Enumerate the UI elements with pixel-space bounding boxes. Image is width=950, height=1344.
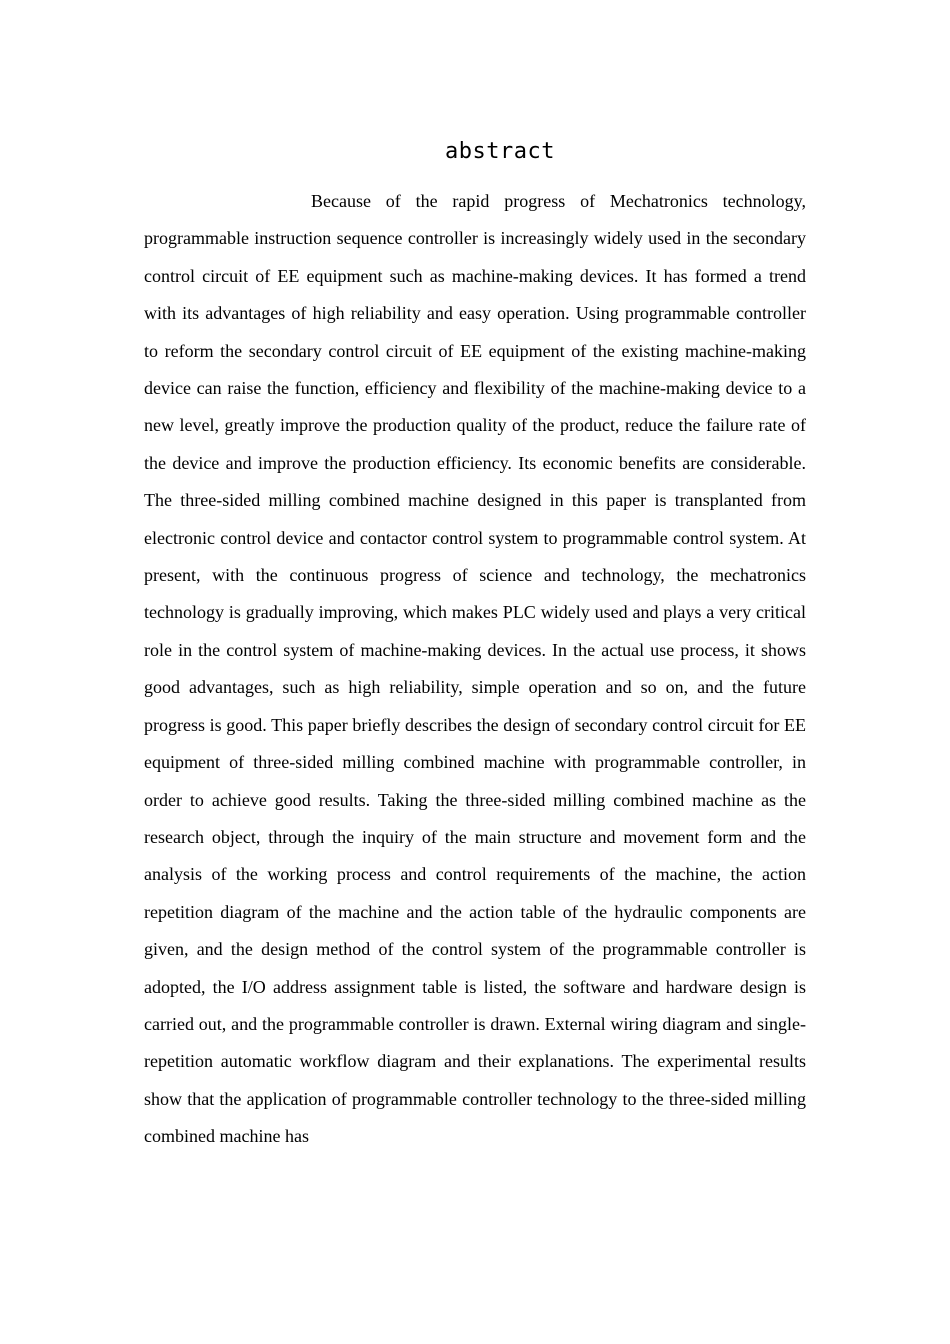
abstract-paragraph: Because of the rapid progress of Mechatronics technology, programmable instruction sequence controller is increasingly widely used in the secondary control circuit of EE equipment such as machine-making devices. It has formed a trend with its advantages of high reliability and easy operation. Using programmable controller to reform the secondary control circuit of EE equipment of the existing machine-making device can raise the function, efficiency and flexibility of the machine-making device to a new level, greatly improve the production quality of the product, reduce the failure rate of the device and improve the production efficiency. Its economic benefits are considerable. The three-sided milling combined machine designed in this paper is transplanted from electronic control device and contactor control system to programmable control system. At present, with the continuous progress of science and technology, the mechatronics technology is gradually improving, which makes PLC widely used and plays a very critical role in the control system of machine-making devices. In the actual use process, it shows good advantages, such as high reliability, simple operation and so on, and the future progress is good. This paper briefly describes the design of secondary control circuit for EE equipment of three-sided milling combined machine with programmable controller, in order to achieve good results. Taking the three-sided milling combined machine as the research object, through the inquiry of the main structure and movement form and the analysis of the working process and control requirements of the machine, the action repetition diagram of the machine and the action table of the hydraulic components are given, and the design method of the control system of the programmable controller is adopted, the I/O address assignment table is listed, the software and hardware design is carried out, and the programmable controller is drawn. External wiring diagram and single-repetition automatic workflow diagram and their explanations. The experimental results show that the application of programmable controller technology to the three-sided milling combined machine has: [144, 191, 806, 1147]
abstract-title: abstract: [445, 139, 555, 164]
